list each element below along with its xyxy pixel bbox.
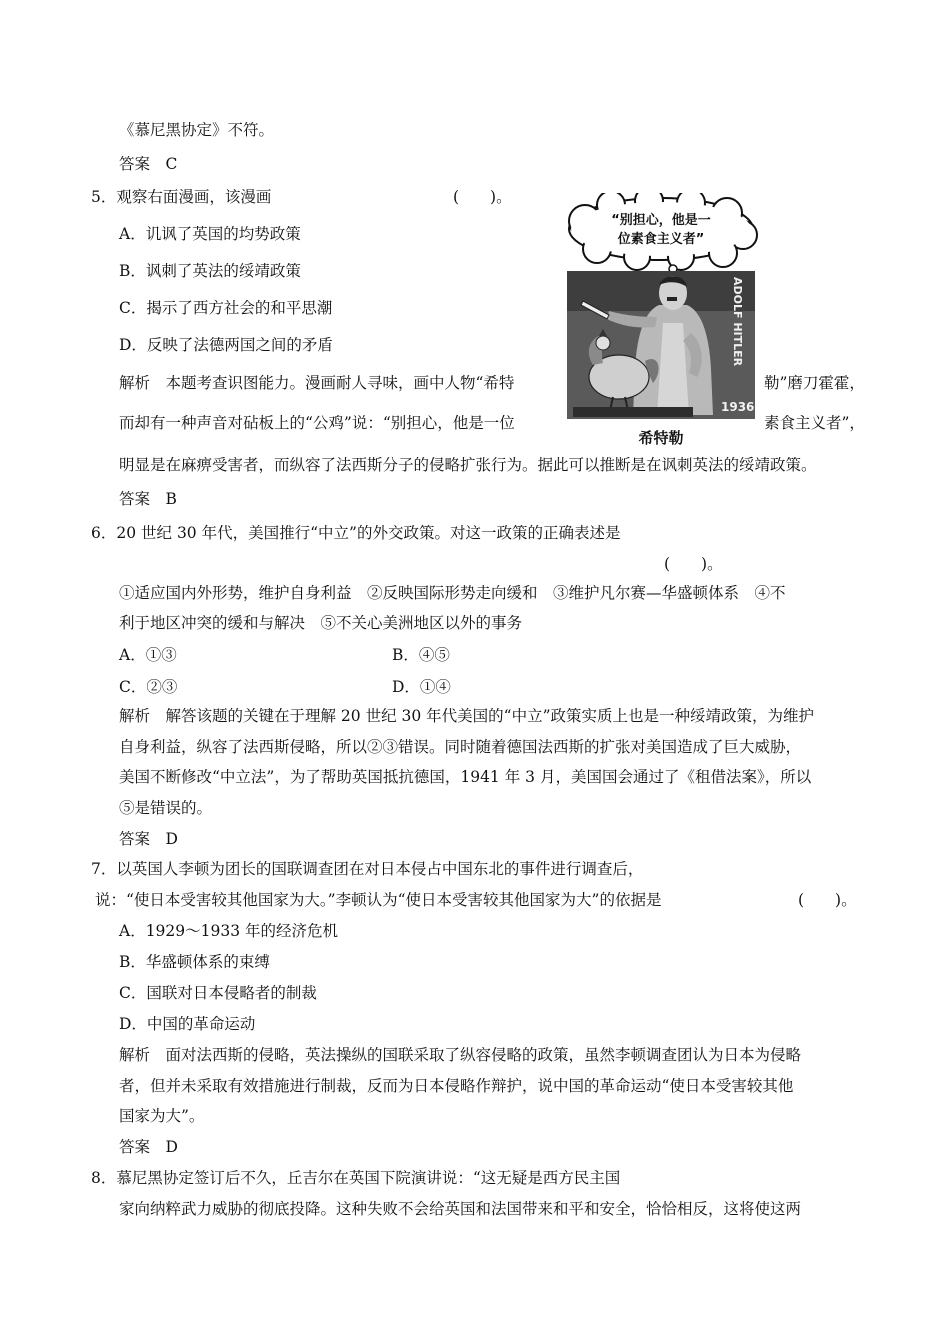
q4-text-end: 《慕尼黑协定》不符。 (119, 121, 275, 139)
q5-analysis-line1-right: 勒”磨刀霍霍， (764, 374, 865, 392)
q8-stem-line2: 家向纳粹武力威胁的彻底投降。这种失败不会给英国和法国带来和平和安全，恰恰相反，这将使这两 (119, 1200, 802, 1218)
q7-analysis-line3: 国家为大”。 (119, 1107, 205, 1125)
q6-option-b: B．④⑤ (392, 646, 450, 664)
q7-option-d: D．中国的革命运动 (119, 1015, 256, 1033)
bubble-text-line1: “别担心，他是一 (611, 213, 711, 228)
q5-analysis-line1-left: 解析 本题考查识图能力。漫画耐人寻味，画中人物“希特 (119, 374, 515, 392)
q7-stem-line2: 说：“使日本受害较其他国家为大。”李顿认为“使日本受害较其他国家为大”的依据是 (95, 891, 662, 909)
q6-option-a: A．①③ (119, 646, 177, 664)
q5-analysis-line2-right: 素食主义者”， (764, 414, 865, 432)
q6-analysis-line4: ⑤是错误的。 (119, 799, 213, 817)
cartoon-side-text: ADOLF HITLER (731, 277, 744, 367)
q5-answer: 答案 B (119, 490, 177, 508)
q8-stem-line1: 8．慕尼黑协定签订后不久，丘吉尔在英国下院演讲说：“这无疑是西方民主国 (91, 1169, 621, 1187)
cartoon-year: 1936 (721, 400, 755, 414)
q5-option-d: D．反映了法德两国之间的矛盾 (119, 336, 333, 354)
q5-option-c: C．揭示了西方社会的和平思潮 (119, 299, 333, 317)
q5-analysis-line2-left: 而却有一种声音对砧板上的“公鸡”说：“别担心，他是一位 (119, 414, 515, 432)
q5-answer-paren: ( )。 (453, 188, 512, 206)
q6-items-line1: ①适应国内外形势，维护自身利益 ②反映国际形势走向缓和 ③维护凡尔赛—华盛顿体系 ④不 (119, 584, 786, 602)
q6-items-line2: 利于地区冲突的缓和与解决 ⑤不关心美洲地区以外的事务 (119, 614, 523, 632)
q6-stem: 6．20 世纪 30 年代，美国推行“中立”的外交政策。对这一政策的正确表述是 (91, 524, 621, 542)
q6-analysis-line1: 解析 解答该题的关键在于理解 20 世纪 30 年代美国的“中立”政策实质上也是一种绥靖政策，为维护 (119, 707, 815, 725)
q7-answer: 答案 D (119, 1138, 178, 1156)
q7-answer-paren: ( )。 (798, 891, 857, 909)
q6-answer: 答案 D (119, 830, 178, 848)
q5-option-a: A．讥讽了英国的均势政策 (119, 225, 301, 243)
q7-stem-line1: 7．以英国人李顿为团长的国联调查团在对日本侵占中国东北的事件进行调查后， (91, 860, 644, 878)
hitler-cartoon-image (563, 193, 759, 450)
q6-analysis-line2: 自身利益，纵容了法西斯侵略，所以②③错误。同时随着德国法西斯的扩张对美国造成了巨大威胁， (119, 738, 802, 756)
q7-analysis-line2: 者，但并未采取有效措施进行制裁，反而为日本侵略作辩护，说中国的革命运动“使日本受害较其他 (119, 1077, 794, 1095)
q7-option-a: A．1929～1933 年的经济危机 (119, 922, 339, 940)
q5-stem: 5．观察右面漫画，该漫画 (91, 188, 272, 206)
q6-analysis-line3: 美国不断修改“中立法”，为了帮助英国抵抗德国，1941 年 3 月，美国国会通过了《租借法案》，所以 (119, 768, 812, 786)
cartoon-caption: 希特勒 (638, 429, 684, 447)
q6-option-d: D．①④ (392, 678, 451, 696)
q5-option-b: B．讽刺了英法的绥靖政策 (119, 262, 301, 280)
q4-answer: 答案 C (119, 155, 178, 173)
q7-analysis-line1: 解析 面对法西斯的侵略，英法操纵的国联采取了纵容侵略的政策，虽然李顿调查团认为日本为侵略 (119, 1046, 802, 1064)
q6-option-c: C．②③ (119, 678, 178, 696)
q5-analysis-line3: 明显是在麻痹受害者，而纵容了法西斯分子的侵略扩张行为。据此可以推断是在讽刺英法的绥靖政策。 (119, 456, 817, 474)
q7-option-b: B．华盛顿体系的束缚 (119, 953, 270, 971)
q7-option-c: C．国联对日本侵略者的制裁 (119, 984, 317, 1002)
q6-answer-paren: ( )。 (664, 555, 723, 573)
bubble-text-line2: 位素食主义者” (617, 232, 705, 247)
